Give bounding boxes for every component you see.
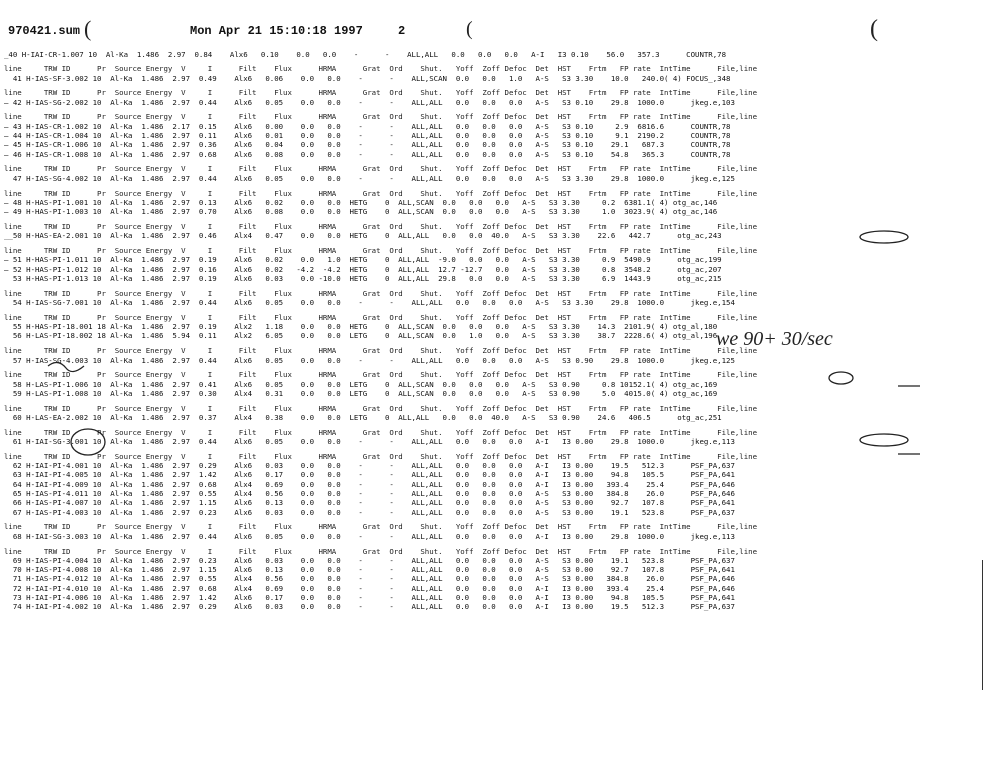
- margin-rule: [982, 560, 983, 690]
- data-row: 67 H-IAS-PI-4.003 10 Al-Ka 1.486 2.97 0.23 Alx6 0.03 0.0 0.0 - - ALL,ALL 0.0 0.0 0.0 A-S S3 0.00 19.1 523.8 PSF_PA,637: [4, 507, 735, 517]
- data-row: 64 H-IAI-PI-4.009 10 Al-Ka 1.486 2.97 0.68 Alx4 0.69 0.0 0.0 - - ALL,ALL 0.0 0.0 0.0 A-I I3 0.00 393.4 25.4 PSF_PA,646: [4, 479, 735, 489]
- data-row: — 48 H-HAS-PI-1.001 10 Al-Ka 1.486 2.97 0.13 Alx6 0.02 0.0 0.0 HETG 0 ALL,SCAN 0.0 0.0 0.0 A-S S3 3.30 0.2 6381.1( 4) otg_ac,146: [4, 197, 718, 207]
- column-header-row: line TRW ID Pr Source Energy V I Filt Flux HRMA Grat Ord Shut. Yoff Zoff Defoc Det HST Frtm FP rate IntTime File,line: [4, 64, 758, 74]
- column-header-row: line TRW ID Pr Source Energy V I Filt Flux HRMA Grat Ord Shut. Yoff Zoff Defoc Det HST Frtm FP rate IntTime File,line: [4, 246, 758, 256]
- data-row: 68 H-IAI-SG-3.003 10 Al-Ka 1.486 2.97 0.44 Alx6 0.05 0.0 0.0 - - ALL,ALL 0.0 0.0 0.0 A-I I3 0.00 29.8 1000.0 jkeg.e,113: [4, 531, 735, 541]
- data-row: 61 H-IAI-SG-3.001 10 Al-Ka 1.486 2.97 0.44 Alx6 0.05 0.0 0.0 - - ALL,ALL 0.0 0.0 0.0 A-I I3 0.00 29.8 1000.0 jkeg.e,113: [4, 437, 735, 447]
- data-row: 71 H-IAS-PI-4.012 10 Al-Ka 1.486 2.97 0.55 Alx4 0.56 0.0 0.0 - - ALL,ALL 0.0 0.0 0.0 A-S S3 0.00 384.8 26.0 PSF_PA,646: [4, 574, 735, 584]
- data-row: 72 H-IAI-PI-4.010 10 Al-Ka 1.486 2.97 0.68 Alx4 0.69 0.0 0.0 - - ALL,ALL 0.0 0.0 0.0 A-I I3 0.00 393.4 25.4 PSF_PA,646: [4, 583, 735, 593]
- data-row: 57 H-IAS-SG-4.003 10 Al-Ka 1.486 2.97 0.44 Alx6 0.05 0.0 0.0 - - ALL,ALL 0.0 0.0 0.0 A-S S3 0.90 29.8 1000.0 jkeg.e,125: [4, 355, 735, 365]
- data-row: __50 H-HAS-EA-2.001 10 Al-Ka 1.486 2.97 0.46 Alx4 0.47 0.0 0.0 HETG 0 ALL,ALL 0.0 0.0 40.0 A-S S3 3.30 22.6 442.7 otg_ac,243: [4, 231, 722, 241]
- paren-mark-2: (: [466, 18, 473, 40]
- data-row: — 49 H-HAS-PI-1.003 10 Al-Ka 1.486 2.97 0.70 Alx6 0.08 0.0 0.0 HETG 0 ALL,SCAN 0.0 0.0 0.0 A-S S3 3.30 1.0 3023.9( 4) otg_ac,146: [4, 207, 718, 217]
- column-header-row: line TRW ID Pr Source Energy V I Filt Flux HRMA Grat Ord Shut. Yoff Zoff Defoc Det HST Frtm FP rate IntTime File,line: [4, 346, 758, 356]
- page-number: 2: [398, 24, 406, 38]
- data-row: — 42 H-IAS-SG-2.002 10 Al-Ka 1.486 2.97 0.44 Alx6 0.05 0.0 0.0 - - ALL,ALL 0.0 0.0 0.0 A-S S3 0.10 29.8 1000.0 jkeg.e,103: [4, 97, 735, 107]
- data-row: _40 H-IAI-CR-1.007 10 Al-Ka 1.486 2.97 0.84 Alx6 0.10 0.0 0.0 - - ALL,ALL 0.0 0.0 0.0 A-I I3 0.10 56.0 357.3 COUNTR,78: [4, 49, 727, 59]
- data-row: 53 H-HAS-PI-1.013 10 Al-Ka 1.486 2.97 0.19 Alx6 0.03 0.0 -10.0 HETG 0 ALL,ALL 29.8 0.0 0.0 A-S S3 3.30 6.9 1443.9 otg_ac,215: [4, 273, 722, 283]
- column-header-row: line TRW ID Pr Source Energy V I Filt Flux HRMA Grat Ord Shut. Yoff Zoff Defoc Det HST Frtm FP rate IntTime File,line: [4, 370, 758, 380]
- column-header-row: line TRW ID Pr Source Energy V I Filt Flux HRMA Grat Ord Shut. Yoff Zoff Defoc Det HST Frtm FP rate IntTime File,line: [4, 312, 758, 322]
- column-header-row: line TRW ID Pr Source Energy V I Filt Flux HRMA Grat Ord Shut. Yoff Zoff Defoc Det HST Frtm FP rate IntTime File,line: [4, 164, 758, 174]
- column-header-row: line TRW ID Pr Source Energy V I Filt Flux HRMA Grat Ord Shut. Yoff Zoff Defoc Det HST Frtm FP rate IntTime File,line: [4, 188, 758, 198]
- data-row: 41 H-IAS-SF-3.002 10 Al-Ka 1.486 2.97 0.49 Alx6 0.06 0.0 0.0 - - ALL,SCAN 0.0 0.0 1.0 A-S S3 3.30 10.0 240.0( 4) FOCUS_,348: [4, 73, 731, 83]
- data-row: — 46 H-IAS-CR-1.008 10 Al-Ka 1.486 2.97 0.68 Alx6 0.08 0.0 0.0 - - ALL,ALL 0.0 0.0 0.0 A-S S3 0.10 54.8 365.3 COUNTR,78: [4, 149, 731, 159]
- data-row: 74 H-IAI-PI-4.002 10 Al-Ka 1.486 2.97 0.29 Alx6 0.03 0.0 0.0 - - ALL,ALL 0.0 0.0 0.0 A-I I3 0.00 19.5 512.3 PSF_PA,637: [4, 602, 735, 612]
- summary-log: [4, 44, 984, 612]
- column-header-row: line TRW ID Pr Source Energy V I Filt Flux HRMA Grat Ord Shut. Yoff Zoff Defoc Det HST Frtm FP rate IntTime File,line: [4, 403, 758, 413]
- column-header-row: line TRW ID Pr Source Energy V I Filt Flux HRMA Grat Ord Shut. Yoff Zoff Defoc Det HST Frtm FP rate IntTime File,line: [4, 522, 758, 532]
- timestamp: Mon Apr 21 15:10:18 1997: [190, 24, 363, 38]
- data-row: 59 H-LAS-PI-1.008 10 Al-Ka 1.486 2.97 0.30 Alx4 0.31 0.0 0.0 LETG 0 ALL,SCAN 0.0 0.0 0.0 A-S S3 0.90 5.0 4015.0( 4) otg_ac,169: [4, 388, 718, 398]
- data-row: 55 H-HAS-PI-18.001 18 Al-Ka 1.486 2.97 0.19 Alx2 1.18 0.0 0.0 HETG 0 ALL,SCAN 0.0 0.0 0.0 A-S S3 3.30 14.3 2101.9( 4) otg_al,180: [4, 322, 718, 332]
- data-row: — 52 H-HAS-PI-1.012 10 Al-Ka 1.486 2.97 0.16 Alx6 0.02 -4.2 -4.2 HETG 0 ALL,ALL 12.7 -12.7 0.0 A-S S3 3.30 0.8 3548.2 otg_ac,207: [4, 264, 722, 274]
- column-header-row: line TRW ID Pr Source Energy V I Filt Flux HRMA Grat Ord Shut. Yoff Zoff Defoc Det HST Frtm FP rate IntTime File,line: [4, 427, 758, 437]
- data-row: 56 H-LAS-PI-18.002 18 Al-Ka 1.486 5.94 0.11 Alx2 6.05 0.0 0.0 LETG 0 ALL,SCAN 0.0 1.0 0.0 A-S S3 3.30 38.7 2228.6( 4) otg_al,196: [4, 331, 718, 341]
- page-header: [8, 24, 406, 40]
- column-header-row: line TRW ID Pr Source Energy V I Filt Flux HRMA Grat Ord Shut. Yoff Zoff Defoc Det HST Frtm FP rate IntTime File,line: [4, 451, 758, 461]
- data-row: — 51 H-HAS-PI-1.011 10 Al-Ka 1.486 2.97 0.19 Alx6 0.02 0.0 1.0 HETG 0 ALL,ALL -9.0 0.0 0.0 A-S S3 3.30 0.9 5490.9 otg_ac,199: [4, 255, 722, 265]
- data-row: 65 H-IAS-PI-4.011 10 Al-Ka 1.486 2.97 0.55 Alx4 0.56 0.0 0.0 - - ALL,ALL 0.0 0.0 0.0 A-S S3 0.00 384.8 26.0 PSF_PA,646: [4, 489, 735, 499]
- data-row: — 44 H-IAS-CR-1.004 10 Al-Ka 1.486 2.97 0.11 Alx6 0.01 0.0 0.0 - - ALL,ALL 0.0 0.0 0.0 A-S S3 0.10 9.1 2190.2 COUNTR,78: [4, 131, 731, 141]
- data-row: 47 H-IAS-SG-4.002 10 Al-Ka 1.486 2.97 0.44 Alx6 0.05 0.0 0.0 - - ALL,ALL 0.0 0.0 0.0 A-S S3 3.30 29.8 1000.0 jkeg.e,125: [4, 173, 735, 183]
- data-row: 73 H-IAI-PI-4.006 10 Al-Ka 1.486 2.97 1.42 Alx6 0.17 0.0 0.0 - - ALL,ALL 0.0 0.0 0.0 A-I I3 0.00 94.8 105.5 PSF_PA,641: [4, 593, 735, 603]
- data-row: 54 H-IAS-SG-7.001 10 Al-Ka 1.486 2.97 0.44 Alx6 0.05 0.0 0.0 - - ALL,ALL 0.0 0.0 0.0 A-S S3 3.30 29.8 1000.0 jkeg.e,154: [4, 298, 735, 308]
- paren-mark-1: (: [84, 16, 92, 41]
- data-row: 62 H-IAI-PI-4.001 10 Al-Ka 1.486 2.97 0.29 Alx6 0.03 0.0 0.0 - - ALL,ALL 0.0 0.0 0.0 A-I I3 0.00 19.5 512.3 PSF_PA,637: [4, 461, 735, 471]
- filename: 970421.sum: [8, 24, 81, 38]
- data-row: 66 H-IAS-PI-4.007 10 Al-Ka 1.486 2.97 1.15 Alx6 0.13 0.0 0.0 - - ALL,ALL 0.0 0.0 0.0 A-S S3 0.00 92.7 107.8 PSF_PA,641: [4, 498, 735, 508]
- data-row: 58 H-LAS-PI-1.006 10 Al-Ka 1.486 2.97 0.41 Alx6 0.05 0.0 0.0 LETG 0 ALL,SCAN 0.0 0.0 0.0 A-S S3 0.90 0.8 10152.1( 4) otg_ac,169: [4, 379, 718, 389]
- column-header-row: line TRW ID Pr Source Energy V I Filt Flux HRMA Grat Ord Shut. Yoff Zoff Defoc Det HST Frtm FP rate IntTime File,line: [4, 88, 758, 98]
- data-row: — 45 H-IAS-CR-1.006 10 Al-Ka 1.486 2.97 0.36 Alx6 0.04 0.0 0.0 - - ALL,ALL 0.0 0.0 0.0 A-S S3 0.10 29.1 687.3 COUNTR,78: [4, 140, 731, 150]
- paren-mark-3: (: [870, 16, 878, 42]
- data-row: 63 H-IAI-PI-4.005 10 Al-Ka 1.486 2.97 1.42 Alx6 0.17 0.0 0.0 - - ALL,ALL 0.0 0.0 0.0 A-I I3 0.00 94.8 105.5 PSF_PA,641: [4, 470, 735, 480]
- handwritten-note: we 90+ 30/sec: [716, 328, 833, 350]
- data-row: 70 H-IAS-PI-4.008 10 Al-Ka 1.486 2.97 1.15 Alx6 0.13 0.0 0.0 - - ALL,ALL 0.0 0.0 0.0 A-S S3 0.00 92.7 107.8 PSF_PA,641: [4, 565, 735, 575]
- data-row: 69 H-IAS-PI-4.004 10 Al-Ka 1.486 2.97 0.23 Alx6 0.03 0.0 0.0 - - ALL,ALL 0.0 0.0 0.0 A-S S3 0.00 19.1 523.8 PSF_PA,637: [4, 555, 735, 565]
- column-header-row: line TRW ID Pr Source Energy V I Filt Flux HRMA Grat Ord Shut. Yoff Zoff Defoc Det HST Frtm FP rate IntTime File,line: [4, 546, 758, 556]
- data-row: 60 H-LAS-EA-2.002 10 Al-Ka 1.486 2.97 0.37 Alx4 0.38 0.0 0.0 LETG 0 ALL,ALL 0.0 0.0 40.0 A-S S3 0.90 24.6 406.5 otg_ac,251: [4, 413, 722, 422]
- column-header-row: line TRW ID Pr Source Energy V I Filt Flux HRMA Grat Ord Shut. Yoff Zoff Defoc Det HST Frtm FP rate IntTime File,line: [4, 221, 758, 231]
- column-header-row: line TRW ID Pr Source Energy V I Filt Flux HRMA Grat Ord Shut. Yoff Zoff Defoc Det HST Frtm FP rate IntTime File,line: [4, 112, 758, 122]
- column-header-row: line TRW ID Pr Source Energy V I Filt Flux HRMA Grat Ord Shut. Yoff Zoff Defoc Det HST Frtm FP rate IntTime File,line: [4, 288, 758, 298]
- data-row: — 43 H-IAS-CR-1.002 10 Al-Ka 1.486 2.17 0.15 Alx6 0.00 0.0 0.0 - - ALL,ALL 0.0 0.0 0.0 A-S S3 0.10 2.9 6816.6 COUNTR,78: [4, 121, 731, 131]
